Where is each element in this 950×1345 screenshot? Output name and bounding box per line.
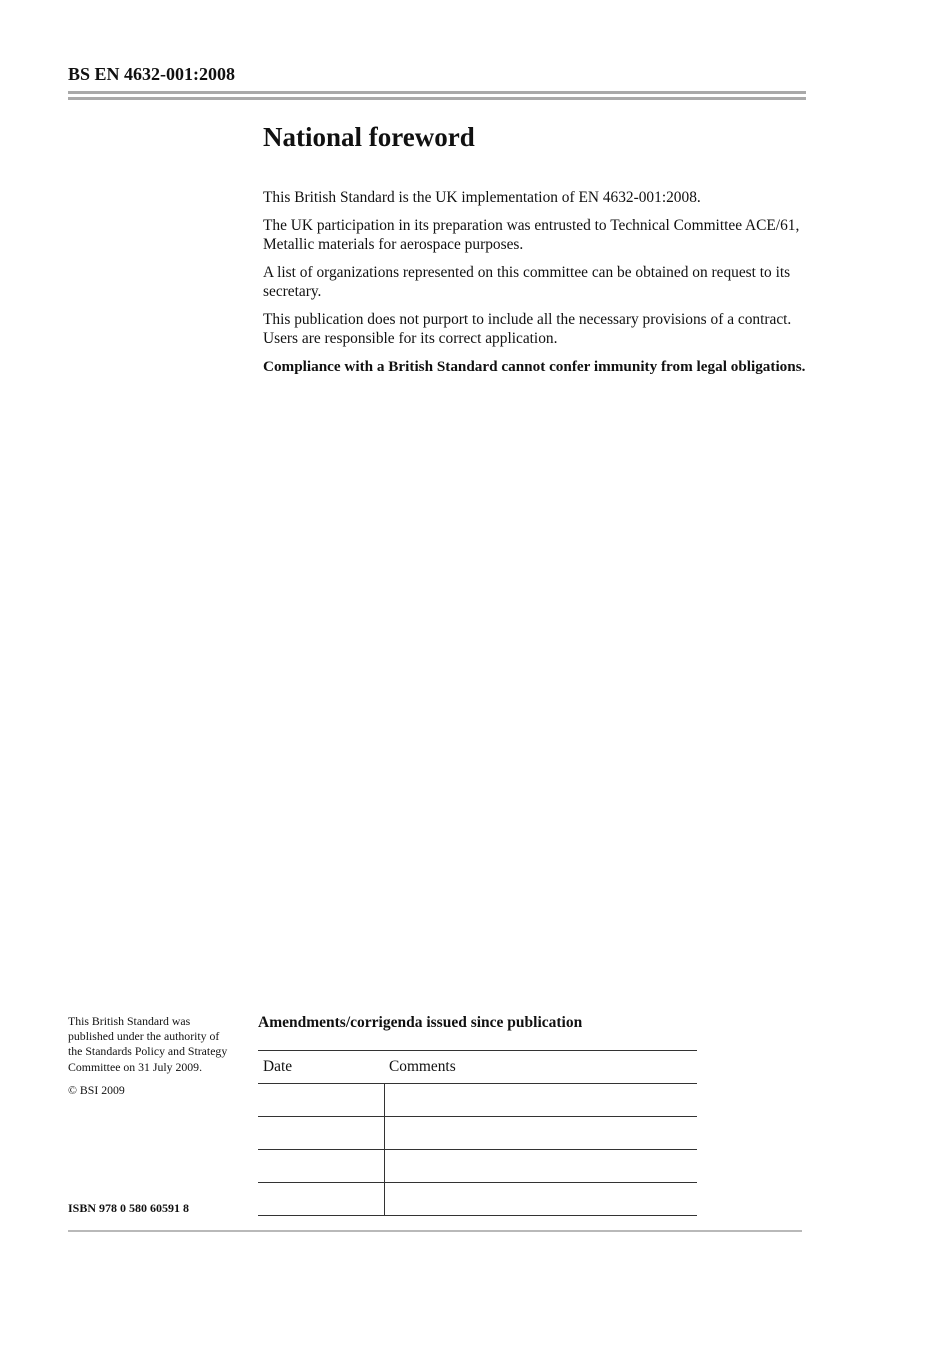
publication-note: This British Standard was published under the authority of the Standards Policy and Strategy Committee on 31 July 2009.	[68, 1014, 228, 1074]
page-title: National foreword	[263, 122, 475, 152]
comments-cell	[384, 1150, 697, 1183]
foreword-paragraph-participation: The UK participation in its preparation was entrusted to Technical Committee ACE/61, Metallic materials for aerospace purposes.	[263, 216, 800, 253]
table-row	[258, 1084, 697, 1117]
amendments-table-container	[258, 1050, 697, 1216]
table-row	[258, 1183, 697, 1216]
foreword-paragraph-implementation: This British Standard is the UK implementation of EN 4632-001:2008.	[263, 189, 701, 206]
foreword-paragraph-compliance: Compliance with a British Standard cannot confer immunity from legal obligations.	[263, 357, 806, 375]
table-row	[258, 1117, 697, 1150]
comments-cell	[384, 1084, 697, 1117]
date-cell	[258, 1150, 384, 1183]
header-rule-bottom	[68, 97, 806, 100]
table-row	[258, 1150, 697, 1183]
footer-rule	[68, 1230, 802, 1232]
date-cell	[258, 1084, 384, 1117]
isbn: ISBN 978 0 580 60591 8	[68, 1201, 190, 1215]
header-rule-top	[68, 91, 806, 94]
foreword-body	[263, 188, 808, 384]
document-code: BS EN 4632-001:2008	[68, 64, 236, 84]
comments-column-header: Comments	[384, 1051, 697, 1084]
date-cell	[258, 1183, 384, 1216]
comments-cell	[384, 1183, 697, 1216]
comments-cell	[384, 1117, 697, 1150]
copyright-notice: © BSI 2009	[68, 1082, 125, 1097]
amendments-heading: Amendments/corrigenda issued since publication	[258, 1014, 583, 1031]
amendments-table	[258, 1050, 697, 1216]
amendments-table-header-row	[258, 1051, 697, 1084]
foreword-paragraph-contract-provisions: This publication does not purport to include all the necessary provisions of a contract. Users are responsible for its correct application.	[263, 310, 792, 347]
foreword-paragraph-committee-list: A list of organizations represented on this committee can be obtained on request to its secretary.	[263, 263, 791, 300]
date-cell	[258, 1117, 384, 1150]
publication-sidebar	[68, 1014, 233, 1106]
date-column-header: Date	[258, 1051, 384, 1084]
